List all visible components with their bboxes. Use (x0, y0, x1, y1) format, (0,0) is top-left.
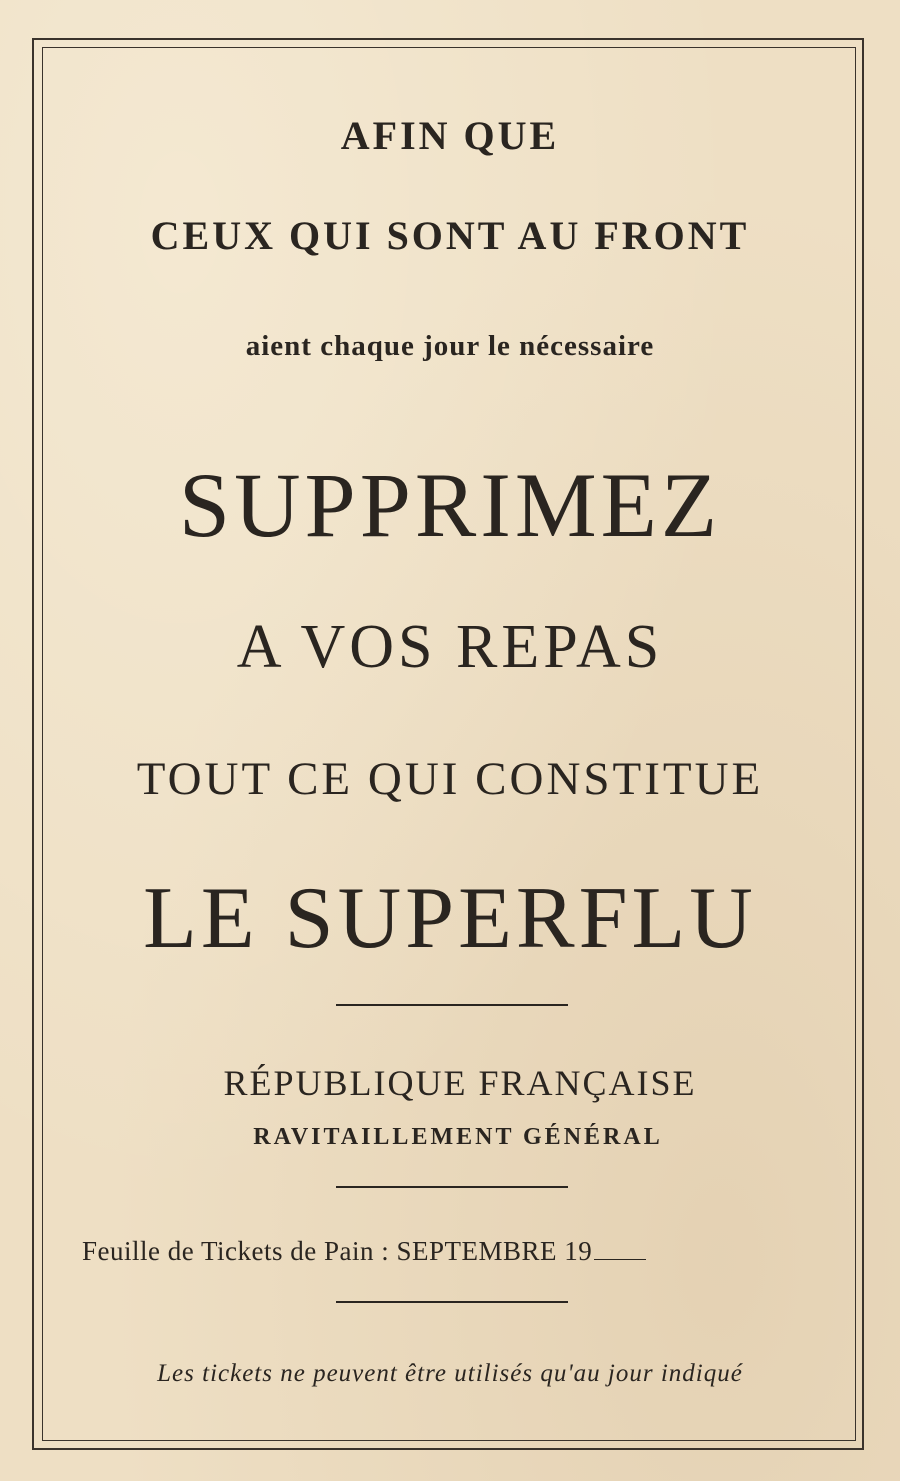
headline-tout-ce-qui-constitue: TOUT CE QUI CONSTITUE (136, 753, 764, 805)
divider-rule (336, 1186, 568, 1188)
divider-rule (336, 1301, 568, 1303)
year-blank-field (594, 1241, 646, 1260)
usage-notice: Les tickets ne peuvent être utilisés qu'au jour indiqué (157, 1360, 743, 1387)
ticket-sheet-text: Feuille de Tickets de Pain : SEPTEMBRE 19 (82, 1236, 593, 1266)
heading-afin-que: AFIN QUE (340, 113, 560, 158)
divider-rule (336, 1004, 568, 1006)
heading-ceux-qui-sont-au-front: CEUX QUI SONT AU FRONT (150, 213, 750, 258)
headline-a-vos-repas: A VOS REPAS (236, 613, 664, 681)
headline-supprimez: SUPPRIMEZ (178, 454, 722, 556)
ticket-sheet-label (82, 1236, 646, 1267)
department-ravitaillement: RAVITAILLEMENT GÉNÉRAL (253, 1124, 663, 1150)
subheading-necessaire: aient chaque jour le nécessaire (245, 330, 655, 362)
headline-le-superflu: LE SUPERFLU (143, 870, 757, 967)
issuer-republique-francaise: RÉPUBLIQUE FRANÇAISE (223, 1063, 697, 1103)
